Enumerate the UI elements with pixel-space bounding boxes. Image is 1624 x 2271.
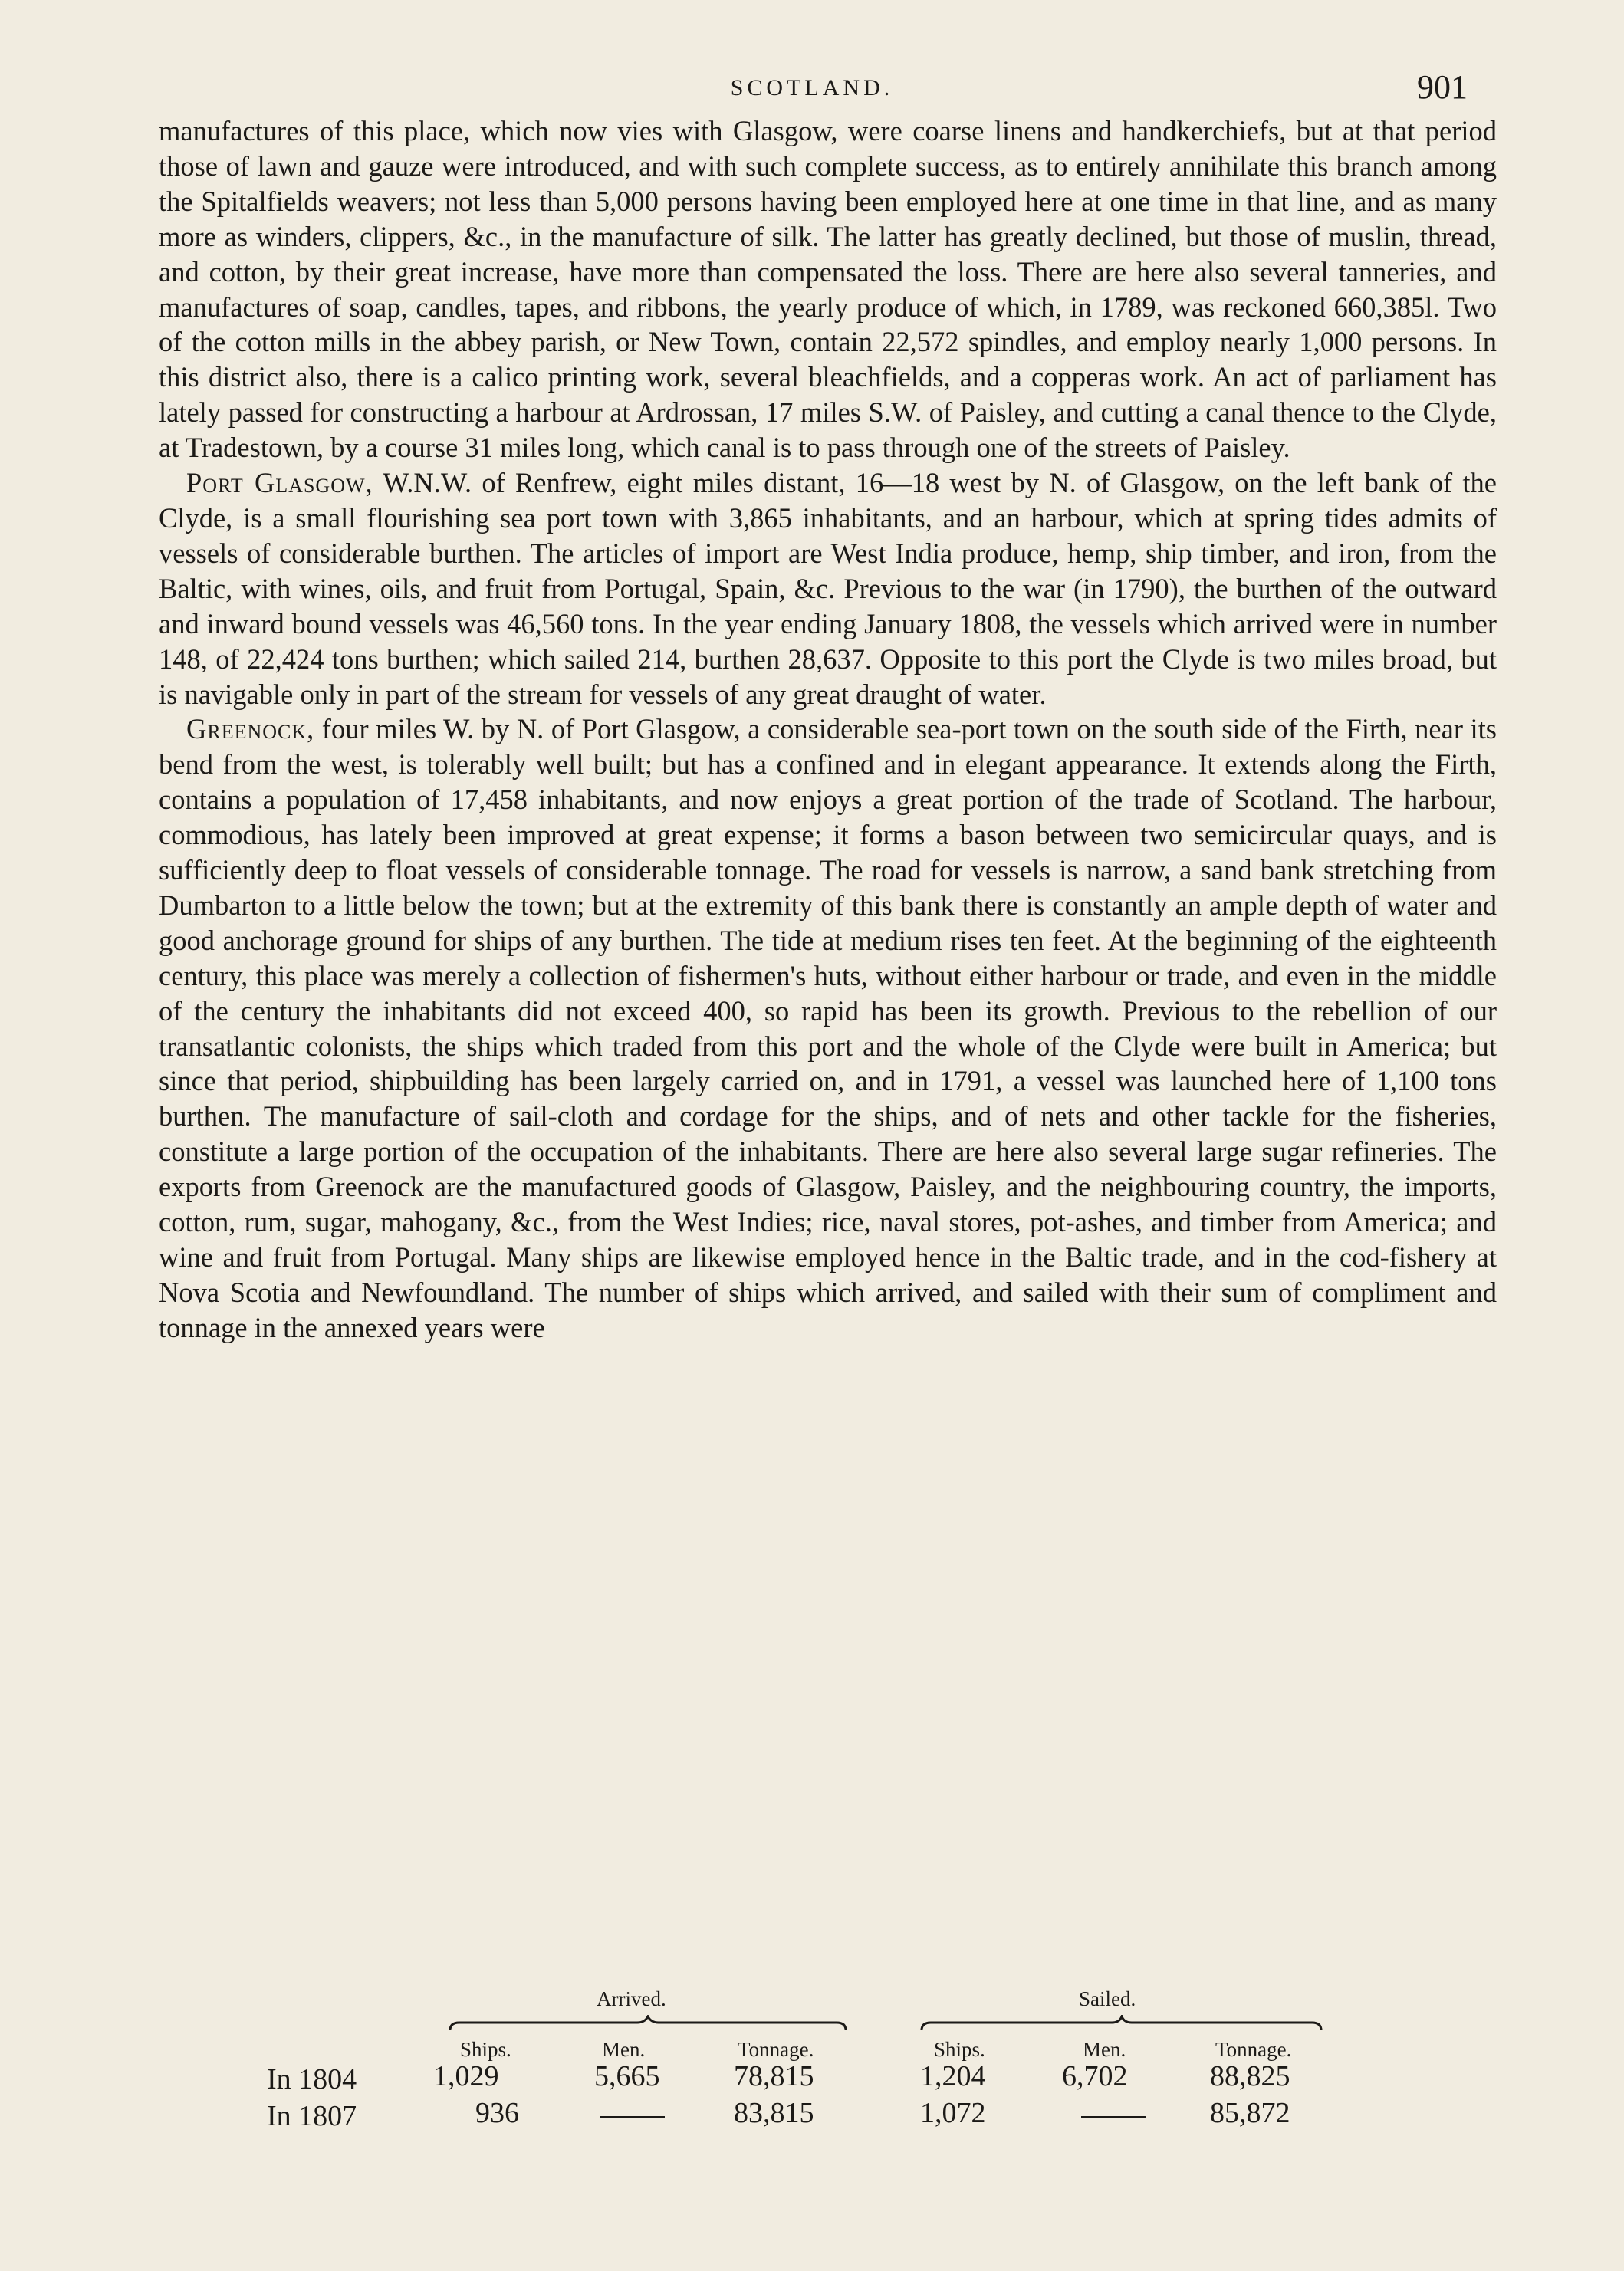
paragraph-text: W.N.W. of Renfrew, eight miles distant, 16—18 west by N. of Glasgow, on the left bank of the Clyde, is a small flourishing sea port town with 3,865 inhabitants, and an harbour, which at spring tides admits of vessels of considerable burthen. The articles of import are West India produce, hemp, ship timber, and iron, from the Baltic, with wines, oils, and fruit from Portugal, Spain, &c. Previous to the war (in 1790), the burthen of the outward and inward bound vessels was 46,560 tons. In the year ending January 1808, the vessels which arrived were in number 148, of 22,424 tons burthen; which sailed 214, burthen 28,637. Opposite to this port the Clyde is two miles broad, but is navigable only in part of the stream for vessels of any great draught of water. (159, 467, 1497, 710)
paragraph-paisley (159, 113, 1497, 465)
brace-arrived (449, 2015, 847, 2033)
cell-1804-sailed-men: 6,702 (1062, 2060, 1128, 2092)
place-name-port-glasgow: Port Glasgow, (186, 467, 373, 499)
cell-1804-arrived-ships: 1,029 (433, 2060, 499, 2092)
cell-1804-sailed-tonnage: 88,825 (1210, 2060, 1290, 2092)
column-header-arrived-tonnage: Tonnage. (738, 2038, 814, 2061)
cell-1807-sailed-ships: 1,072 (920, 2097, 986, 2129)
cell-1804-sailed-ships: 1,204 (920, 2060, 986, 2092)
group-header-sailed: Sailed. (1079, 1987, 1136, 2010)
cell-1807-arrived-men-dash (600, 2116, 665, 2118)
paragraph-port-glasgow (159, 465, 1497, 712)
page-number: 901 (1417, 68, 1468, 106)
column-header-sailed-men: Men. (1083, 2038, 1126, 2061)
paragraph-text: four miles W. by N. of Port Glasgow, a considerable sea-port town on the south side of the Firth, near its bend from the west, is tolerably well built; but has a confined and in elegant appearance. It extends along the Firth, contains a population of 17,458 inhabitants, and now enjoys a great portion of the trade of Scotland. The harbour, commodious, has lately been improved at great expense; it forms a bason between two semicircular quays, and is sufficiently deep to float vessels of considerable tonnage. The road for vessels is narrow, a sand bank stretching from Dumbarton to a little below the town; but at the extremity of this bank there is constantly an ample depth of water and good anchorage ground for ships of any burthen. The tide at medium rises ten feet. At the beginning of the eighteenth century, this place was merely a collection of fishermen's huts, without either harbour or trade, and even in the middle of the century the inhabitants did not exceed 400, so rapid has been its growth. Previous to the rebellion of our transatlantic colonists, the ships which traded from this port and the whole of the Clyde were built in America; but since that period, shipbuilding has been largely carried on, and in 1791, a vessel was launched here of 1,100 tons burthen. The manufacture of sail-cloth and cordage for the ships, and of nets and other tackle for the fisheries, constitute a large portion of the occupation of the inhabitants. There are here also several large sugar refineries. The exports from Greenock are the manufactured goods of Glasgow, Paisley, and the neighbouring country, the imports, cotton, rum, sugar, mahogany, &c., from the West Indies; rice, naval stores, pot-ashes, and timber from America; and wine and fruit from Portugal. Many ships are likewise employed hence in the Baltic trade, and in the cod-fishery at Nova Scotia and Newfoundland. The number of ships which arrived, and sailed with their sum of compliment and tonnage in the annexed years were (159, 713, 1497, 1343)
column-header-sailed-ships: Ships. (934, 2038, 985, 2061)
running-title: SCOTLAND. (730, 75, 894, 100)
row-label-1807: In 1807 (267, 2100, 357, 2132)
cell-1804-arrived-men: 5,665 (594, 2060, 660, 2092)
cell-1807-arrived-tonnage: 83,815 (734, 2097, 814, 2129)
cell-1807-sailed-tonnage: 85,872 (1210, 2097, 1290, 2129)
place-name-greenock: Greenock, (186, 713, 315, 745)
paragraph-text: manufactures of this place, which now vies with Glasgow, were coarse linens and handkerchiefs, but at that period those of lawn and gauze were introduced, and with such complete success, as to entirely annihilate this branch among the Spitalfields weavers; not less than 5,000 persons having been employed here at one time in that line, and as many more as winders, clippers, &c., in the manufacture of silk. The latter has greatly declined, but those of muslin, thread, and cotton, by their great increase, have more than compensated the loss. There are here also several tanneries, and manufactures of soap, candles, tapes, and ribbons, the yearly produce of which, in 1789, was reckoned 660,385l. Two of the cotton mills in the abbey parish, or New Town, contain 22,572 spindles, and employ nearly 1,000 persons. In this district also, there is a calico printing work, several bleachfields, and a copperas work. An act of parliament has lately passed for constructing a harbour at Ardrossan, 17 miles S.W. of Paisley, and cutting a canal thence to the Clyde, at Tradestown, by a course 31 miles long, which canal is to pass through one of the streets of Paisley. (159, 115, 1497, 464)
group-header-arrived: Arrived. (597, 1987, 666, 2010)
column-header-arrived-men: Men. (602, 2038, 646, 2061)
row-label-1804: In 1804 (267, 2063, 357, 2095)
paragraph-greenock (159, 712, 1497, 1345)
body-text (159, 113, 1497, 1346)
cell-1804-arrived-tonnage: 78,815 (734, 2060, 814, 2092)
cell-1807-sailed-men-dash (1081, 2116, 1146, 2118)
column-header-arrived-ships: Ships. (460, 2038, 511, 2061)
cell-1807-arrived-ships: 936 (475, 2097, 519, 2129)
brace-sailed (920, 2015, 1323, 2033)
column-header-sailed-tonnage: Tonnage. (1215, 2038, 1292, 2061)
